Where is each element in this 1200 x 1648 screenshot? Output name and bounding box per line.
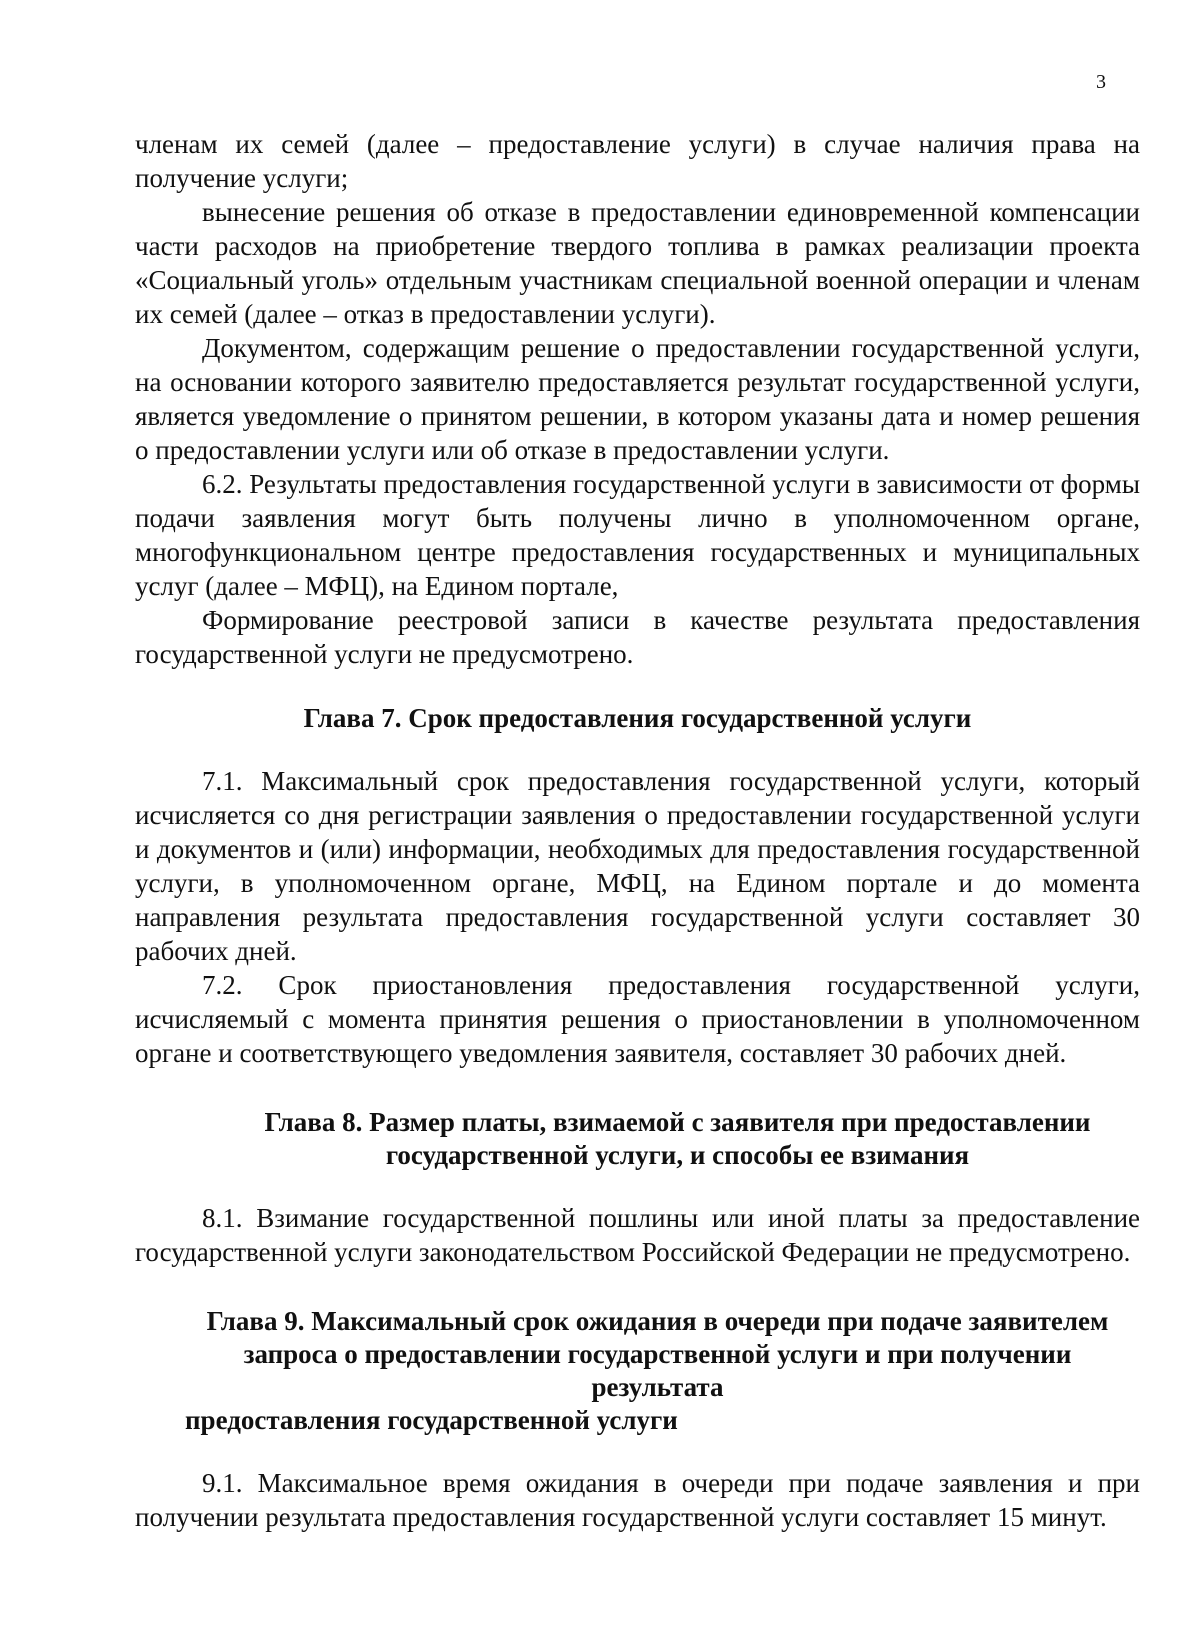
paragraph-7-1: 7.1. Максимальный срок предоставления государственной услуги, который исчисляется со дня регистрации заявления о предоставлении государственной услуги и документов и (или) информации, необходимых для предоставления государственной услуги, в уполномоченном органе, МФЦ, на Едином портале и до момента направления результата предоставления государственной услуги составляет 30 рабочих дней. [135,766,1140,966]
chapter-8-heading-line-2: государственной услуги, и способы ее взимания [385,1140,970,1170]
paragraph-refusal-decision: вынесение решения об отказе в предоставлении единовременной компенсации части расходов на приобретение твердого топлива в рамках реализации проекта «Социальный уголь» отдельным участникам специальной военной операции и членам их семей (далее – отказ в предоставлении услуги). [135,197,1140,329]
paragraph-decision-document: Документом, содержащим решение о предоставлении государственной услуги, на основании которого заявителю предоставляется результат государственной услуги, является уведомление о принятом решении, в котором указаны дата и номер решения о предоставлении услуги или об отказе в предоставлении услуги. [135,333,1140,465]
paragraph-continuation: членам их семей (далее – предоставление услуги) в случае наличия права на получение услуги; [135,129,1140,193]
paragraph-8-1: 8.1. Взимание государственной пошлины или иной платы за предоставление государственной услуги законодательством Российской Федерации не предусмотрено. [135,1203,1140,1267]
chapter-9-heading-line-1: Глава 9. Максимальный срок ожидания в очереди при подаче заявителем [206,1306,1109,1336]
paragraph-6-2: 6.2. Результаты предоставления государственной услуги в зависимости от формы подачи заявления могут быть получены лично в уполномоченном органе, многофункциональном центре предоставления государственных и муниципальных услуг (далее – МФЦ), на Едином портале, [135,469,1140,601]
document-body [135,127,1140,1534]
chapter-9-heading [135,1305,1140,1437]
chapter-7-heading: Глава 7. Срок предоставления государственной услуги [303,703,972,733]
paragraph-registry-record: Формирование реестровой записи в качестве результата предоставления государственной услуги не предусмотрено. [135,605,1140,669]
chapter-9-heading-line-3: предоставления государственной услуги [185,1405,678,1435]
chapter-8-heading-line-1: Глава 8. Размер платы, взимаемой с заявителя при предоставлении [264,1107,1091,1137]
paragraph-9-1: 9.1. Максимальное время ожидания в очереди при подаче заявления и при получении результата предоставления государственной услуги составляет 15 минут. [135,1468,1140,1532]
paragraph-7-2: 7.2. Срок приостановления предоставления государственной услуги, исчисляемый с момента принятия решения о приостановлении в уполномоченном органе и соответствующего уведомления заявителя, составляет 30 рабочих дней. [135,970,1140,1068]
chapter-8-heading [135,1106,1140,1172]
page-number: 3 [1096,71,1106,93]
chapter-9-heading-line-2: запроса о предоставлении государственной услуги и при получении результата [243,1339,1072,1402]
